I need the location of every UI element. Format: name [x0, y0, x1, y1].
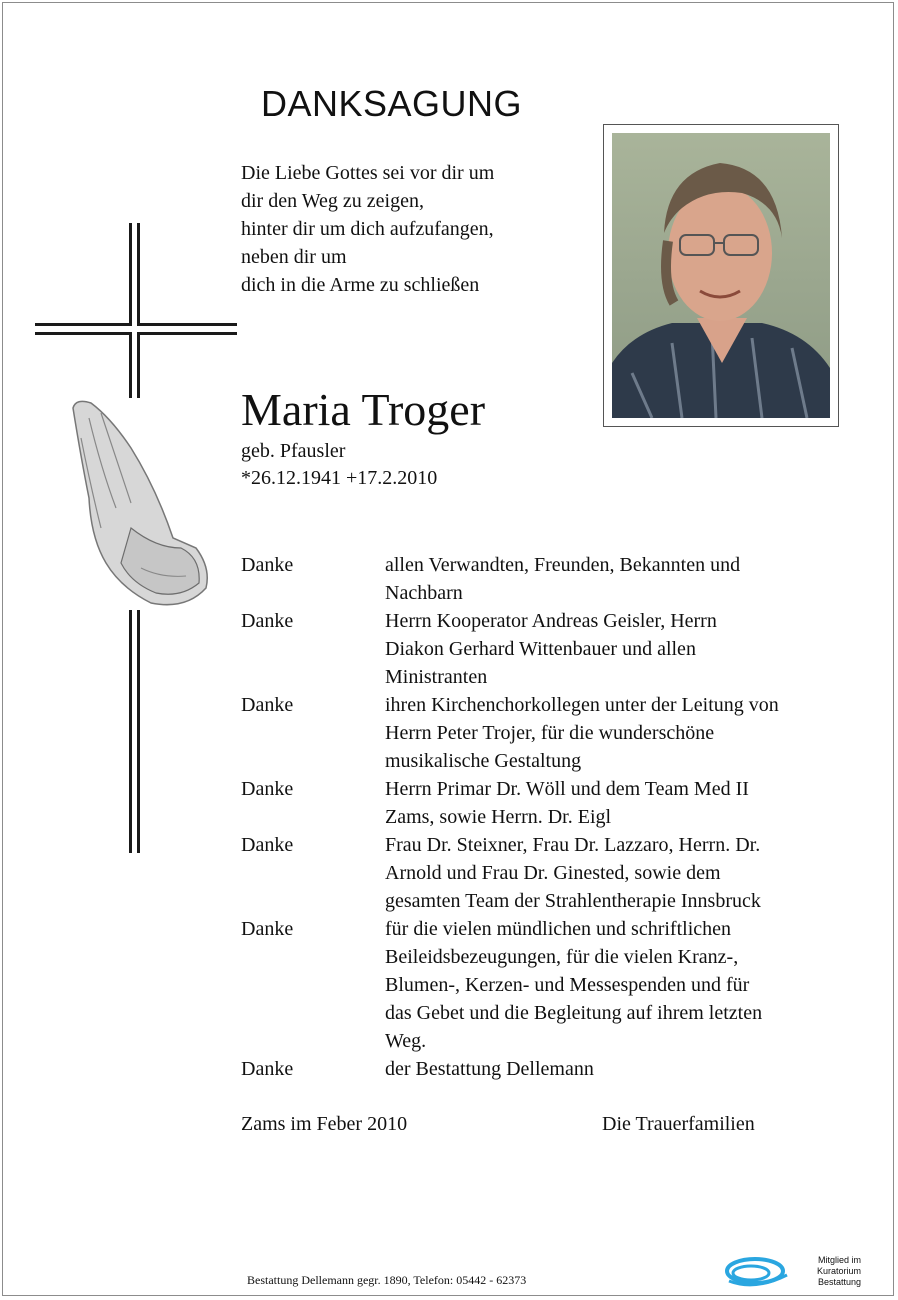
thanks-item — [241, 551, 871, 607]
thanks-item — [241, 915, 871, 1055]
thanks-line: musikalische Gestaltung — [385, 750, 582, 772]
thanks-line: Herrn Kooperator Andreas Geisler, Herrn — [385, 610, 717, 632]
thanks-text — [385, 831, 871, 915]
thanks-word: Danke — [241, 694, 294, 716]
place-date: Zams im Feber 2010 — [241, 1113, 408, 1135]
portrait-photo — [612, 133, 830, 418]
signature: Die Trauerfamilien — [602, 1113, 755, 1135]
kuratorium-logo-icon — [725, 1251, 795, 1291]
thanks-word: Danke — [241, 918, 294, 940]
thanks-word: Danke — [241, 834, 294, 856]
thanks-line: Zams, sowie Herrn. Dr. Eigl — [385, 806, 612, 828]
heading: DANKSAGUNG — [261, 83, 523, 124]
birth-name: geb. Pfausler — [241, 440, 346, 462]
thanks-item — [241, 775, 871, 831]
logo-line: Kuratorium Bestattung — [816, 1266, 861, 1287]
poem-line: hinter dir um dich aufzufangen, — [241, 218, 494, 240]
deceased-name: Maria Troger — [241, 384, 486, 435]
thanks-line: Diakon Gerhard Wittenbauer und allen — [385, 638, 696, 660]
thanks-word: Danke — [241, 610, 294, 632]
logo-line: Mitglied im — [817, 1255, 861, 1265]
footer-text: Bestattung Dellemann gegr. 1890, Telefon: 05442 - 62373 — [247, 1273, 527, 1287]
thanks-line: Blumen-, Kerzen- und Messespenden und für — [385, 974, 750, 996]
thanks-word: Danke — [241, 778, 294, 800]
obituary-card — [2, 2, 894, 1296]
thanks-item — [241, 1055, 871, 1083]
thanks-line: Arnold und Frau Dr. Ginested, sowie dem — [385, 862, 721, 884]
portrait-frame — [603, 124, 839, 427]
thanks-line: ihren Kirchenchorkollegen unter der Leitung von — [385, 694, 779, 716]
thanks-item — [241, 831, 871, 915]
thanks-line: Herrn Peter Trojer, für die wunderschöne — [385, 722, 715, 744]
poem-line: dich in die Arme zu schließen — [241, 274, 480, 296]
thanks-text — [385, 691, 871, 775]
life-dates: *26.12.1941 +17.2.2010 — [241, 467, 438, 489]
poem — [241, 159, 494, 299]
thanks-text — [385, 1055, 871, 1083]
poem-line: neben dir um — [241, 246, 347, 268]
thanks-line: Weg. — [385, 1030, 427, 1052]
logo-text — [793, 1255, 861, 1288]
thanks-word: Danke — [241, 1058, 294, 1080]
poem-line: dir den Weg zu zeigen, — [241, 190, 424, 212]
thanks-list — [241, 551, 871, 1083]
praying-hands-icon — [61, 398, 211, 610]
thanks-line: Herrn Primar Dr. Wöll und dem Team Med II — [385, 778, 749, 800]
thanks-line: allen Verwandten, Freunden, Bekannten und — [385, 554, 741, 576]
thanks-text — [385, 915, 871, 1055]
thanks-line: Ministranten — [385, 666, 488, 688]
cross-gap — [127, 326, 142, 332]
thanks-line: gesamten Team der Strahlentherapie Innsbruck — [385, 890, 761, 912]
thanks-text — [385, 775, 871, 831]
thanks-text — [385, 551, 871, 607]
thanks-line: der Bestattung Dellemann — [385, 1058, 594, 1080]
thanks-line: Nachbarn — [385, 582, 463, 604]
thanks-item — [241, 691, 871, 775]
thanks-line: Frau Dr. Steixner, Frau Dr. Lazzaro, Herrn. Dr. — [385, 834, 761, 856]
poem-line: Die Liebe Gottes sei vor dir um — [241, 162, 495, 184]
thanks-line: das Gebet und die Begleitung auf ihrem letzten — [385, 1002, 763, 1024]
thanks-line: Beileidsbezeugungen, für die vielen Kranz-, — [385, 946, 739, 968]
thanks-text — [385, 607, 871, 691]
thanks-item — [241, 607, 871, 691]
thanks-line: für die vielen mündlichen und schriftlichen — [385, 918, 732, 940]
thanks-word: Danke — [241, 554, 294, 576]
